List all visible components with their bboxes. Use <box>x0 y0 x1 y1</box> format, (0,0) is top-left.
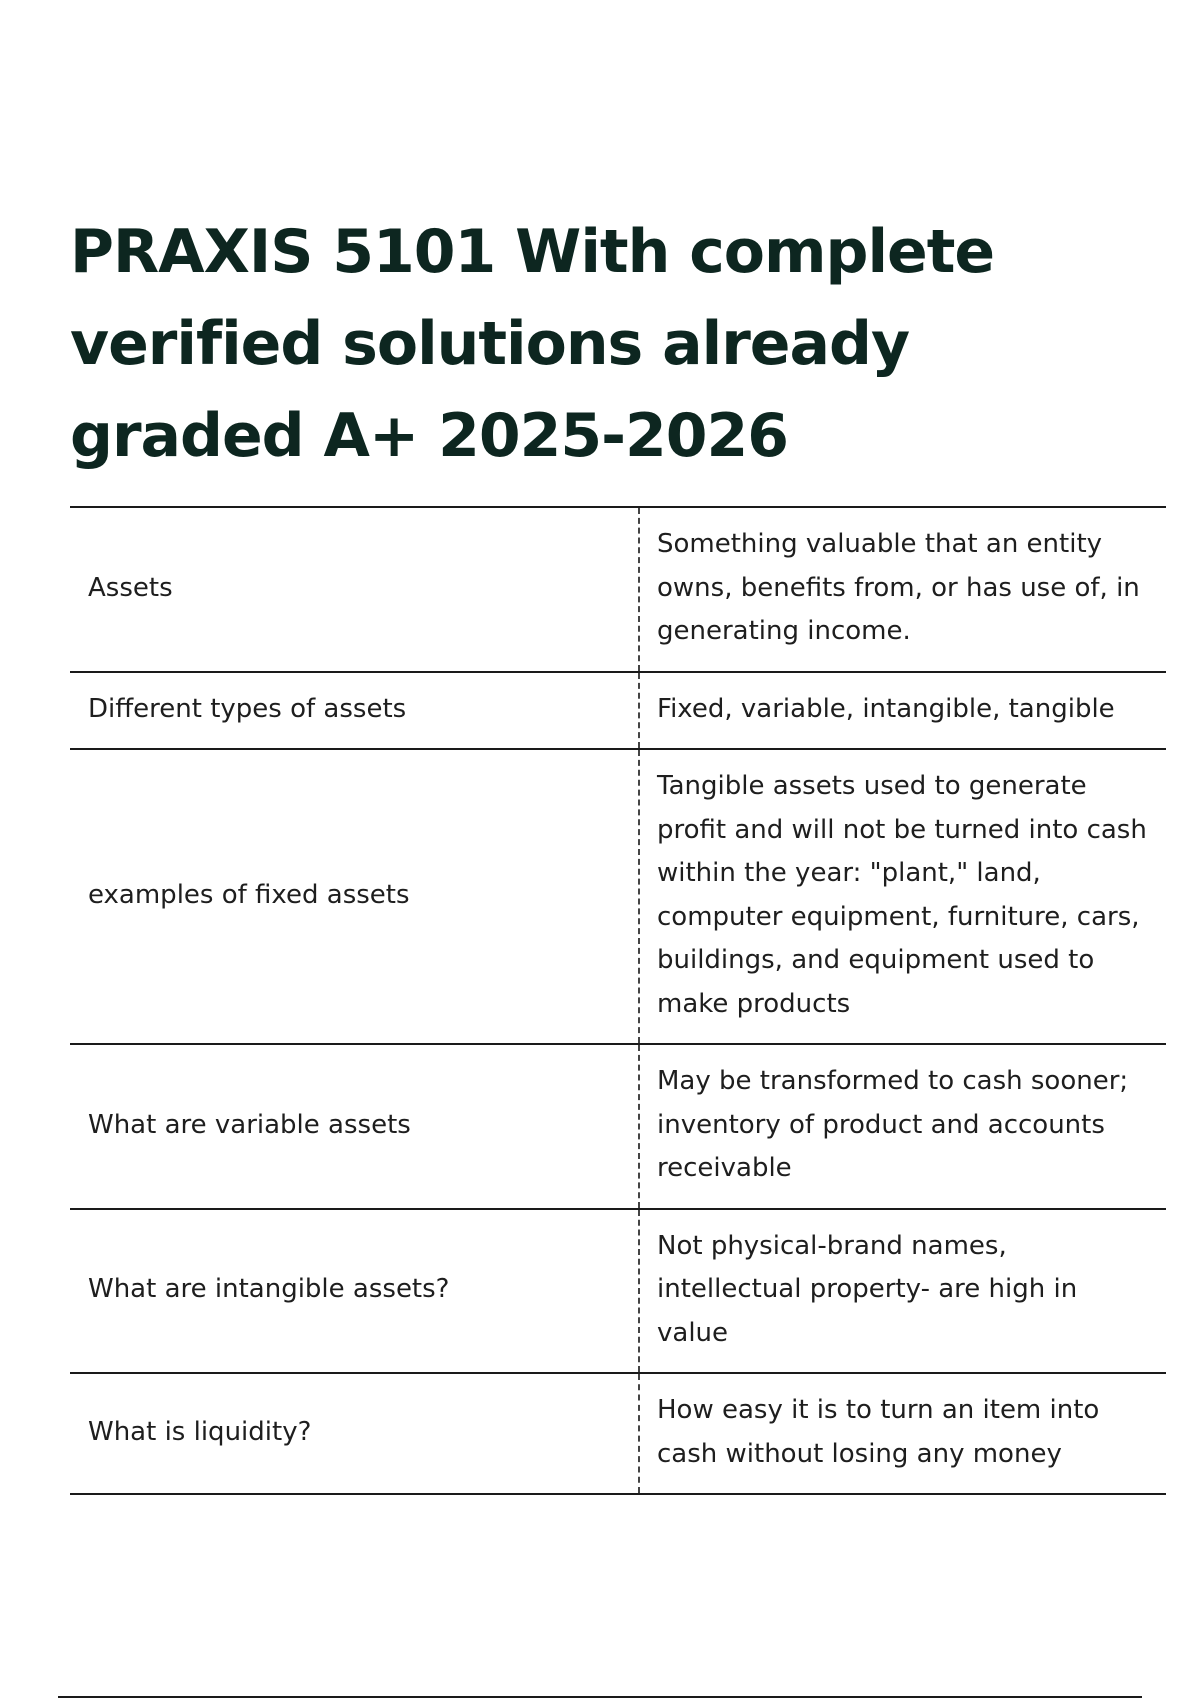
term-cell: examples of fixed assets <box>70 749 639 1044</box>
table-row <box>70 1044 1166 1209</box>
footer-divider <box>58 1696 1142 1698</box>
term-cell: What is liquidity? <box>70 1373 639 1494</box>
definition-cell: Not physical-brand names, intellectual property- are high in value <box>639 1209 1166 1374</box>
title-line: PRAXIS 5101 With complete <box>70 217 995 287</box>
page-title <box>70 206 1150 482</box>
term-cell: What are intangible assets? <box>70 1209 639 1374</box>
table-row <box>70 1373 1166 1494</box>
title-line: verified solutions already <box>70 309 910 379</box>
term-cell: Different types of assets <box>70 672 639 750</box>
definition-cell: Fixed, variable, intangible, tangible <box>639 672 1166 750</box>
definition-cell: Tangible assets used to generate profit and will not be turned into cash within the year: "plant," land, computer equipment, furniture, cars, buildings, and equipment used to make products <box>639 749 1166 1044</box>
flashcard-table <box>70 506 1166 1495</box>
table-row <box>70 749 1166 1044</box>
table-row <box>70 672 1166 750</box>
definition-cell: How easy it is to turn an item into cash without losing any money <box>639 1373 1166 1494</box>
definition-cell: May be transformed to cash sooner; inventory of product and accounts receivable <box>639 1044 1166 1209</box>
term-cell: What are variable assets <box>70 1044 639 1209</box>
table-row <box>70 1209 1166 1374</box>
definition-cell: Something valuable that an entity owns, benefits from, or has use of, in generating income. <box>639 507 1166 672</box>
term-cell: Assets <box>70 507 639 672</box>
table-row <box>70 507 1166 672</box>
title-line: graded A+ 2025-2026 <box>70 401 788 471</box>
